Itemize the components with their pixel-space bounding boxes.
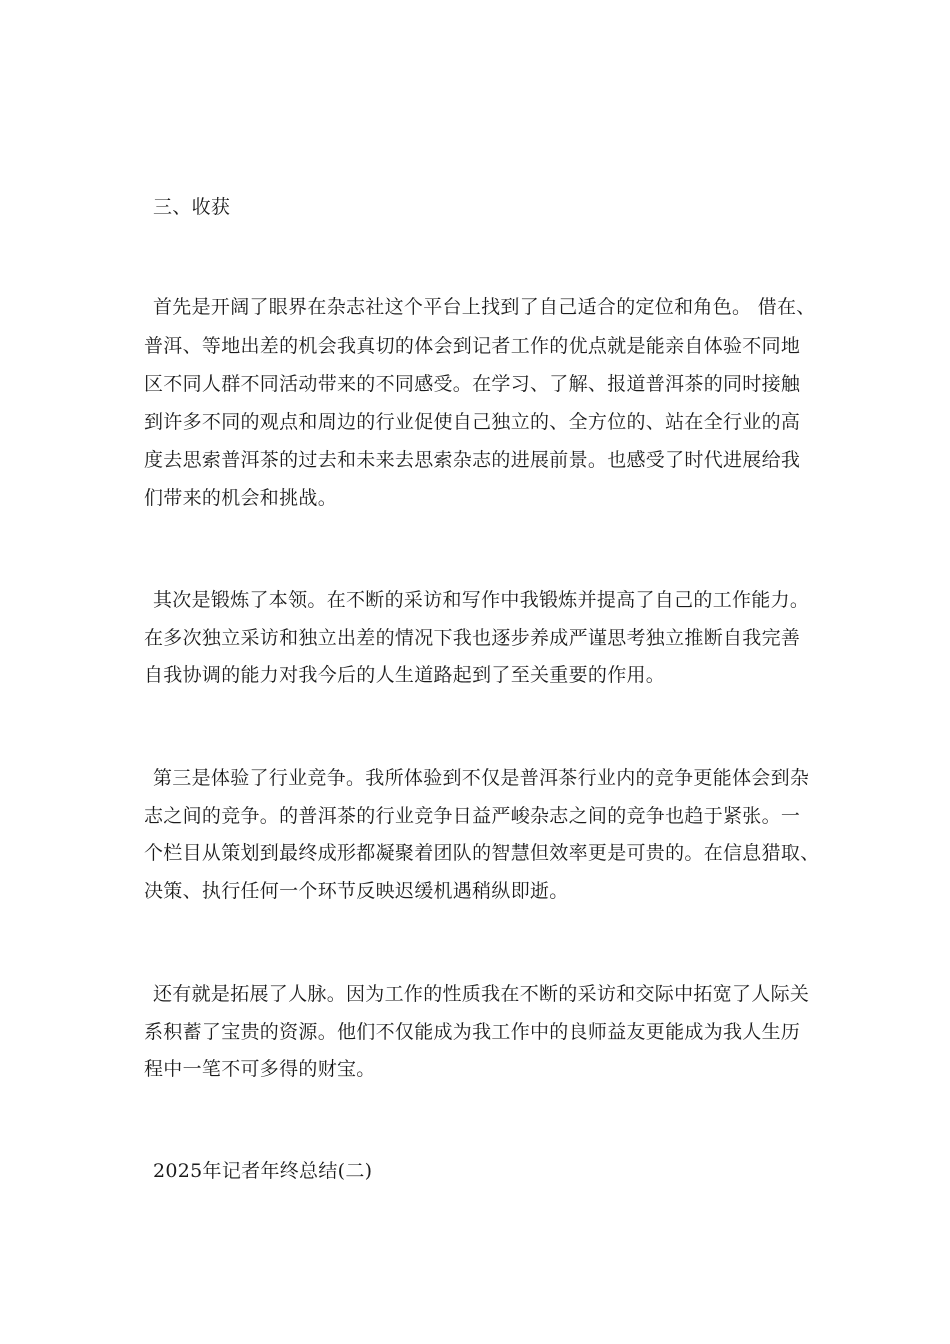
paragraph-1-line-6: 们带来的机会和挑战。 bbox=[144, 487, 338, 509]
paragraph-2-line-3: 自我协调的能力对我今后的人生道路起到了至关重要的作用。 bbox=[144, 664, 666, 686]
paragraph-3-line-2: 志之间的竞争。的普洱茶的行业竞争日益严峻杂志之间的竞争也趋于紧张。一 bbox=[144, 805, 801, 827]
section-heading: 三、收获 bbox=[153, 196, 231, 218]
paragraph-3-line-1: 第三是体验了行业竞争。我所体验到不仅是普洱茶行业内的竞争更能体会到杂 bbox=[153, 767, 810, 789]
paragraph-3-line-3: 个栏目从策划到最终成形都凝聚着团队的智慧但效率更是可贵的。在信息猎取、 bbox=[144, 842, 820, 864]
paragraph-1-line-3: 区不同人群不同活动带来的不同感受。在学习、了解、报道普洱茶的同时接触 bbox=[144, 373, 801, 395]
next-section-title: 2025年记者年终总结(二) bbox=[153, 1160, 373, 1182]
paragraph-3-line-4: 决策、执行任何一个环节反映迟缓机遇稍纵即逝。 bbox=[144, 880, 569, 902]
paragraph-4-line-1: 还有就是拓展了人脉。因为工作的性质我在不断的采访和交际中拓宽了人际关 bbox=[153, 983, 810, 1005]
paragraph-4-line-2: 系积蓄了宝贵的资源。他们不仅能成为我工作中的良师益友更能成为我人生历 bbox=[144, 1021, 801, 1043]
paragraph-2-line-1: 其次是锻炼了本领。在不断的采访和写作中我锻炼并提高了自己的工作能力。 bbox=[153, 589, 810, 611]
paragraph-4-line-3: 程中一笔不可多得的财宝。 bbox=[144, 1058, 376, 1080]
paragraph-1-line-1: 首先是开阔了眼界在杂志社这个平台上找到了自己适合的定位和角色。 借在、 bbox=[153, 296, 816, 318]
paragraph-1-line-4: 到许多不同的观点和周边的行业促使自己独立的、全方位的、站在全行业的高 bbox=[144, 411, 801, 433]
paragraph-2-line-2: 在多次独立采访和独立出差的情况下我也逐步养成严谨思考独立推断自我完善 bbox=[144, 627, 801, 649]
paragraph-1-line-2: 普洱、等地出差的机会我真切的体会到记者工作的优点就是能亲自体验不同地 bbox=[144, 335, 801, 357]
paragraph-1-line-5: 度去思索普洱茶的过去和未来去思索杂志的进展前景。也感受了时代进展给我 bbox=[144, 449, 801, 471]
